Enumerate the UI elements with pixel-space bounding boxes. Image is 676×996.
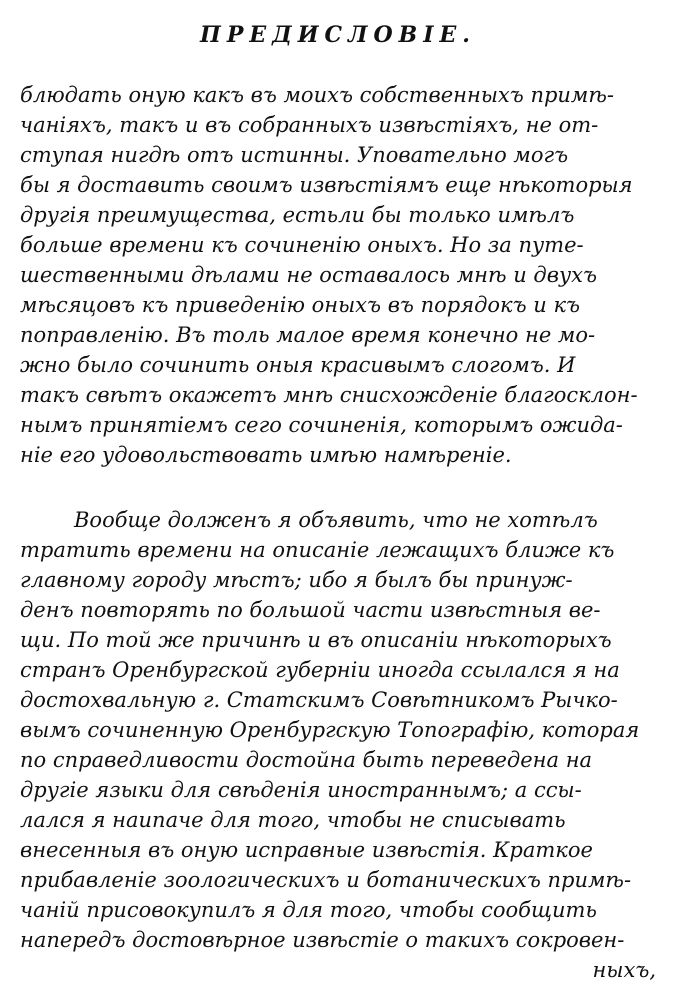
text-line: внесенныя въ оную исправные извѣстія. Краткое <box>20 838 593 862</box>
text-line: прибавленіе зоологическихъ и ботаническихъ примѣ- <box>20 868 632 892</box>
text-line: поправленію. Въ толь малое время конечно не мо- <box>20 323 596 347</box>
text-line: достохвальную г. Статскимъ Совѣтникомъ Рычко- <box>20 688 618 712</box>
text-line: нымъ принятіемъ сего сочиненія, которымъ ожида- <box>20 413 623 437</box>
text-line: больше времени къ сочиненію оныхъ. Но за путе- <box>20 233 584 257</box>
text-line: тратить времени на описаніе лежащихъ ближе къ <box>20 538 615 562</box>
text-line: щи. По той же причинѣ и въ описаніи нѣкоторыхъ <box>20 628 612 652</box>
text-line: бы я доставить своимъ извѣстіямъ еще нѣкоторыя <box>20 173 633 197</box>
text-line: ніе его удовольствовать имѣю намѣреніе. <box>20 443 512 467</box>
text-line: чаніяхъ, такъ и въ собранныхъ извѣстіяхъ, не от- <box>20 113 599 137</box>
text-line: другія преимущества, естьли бы только имѣлъ <box>20 203 575 227</box>
paragraph-1 <box>20 80 656 470</box>
page-heading: ПРЕДИСЛОВІЕ. <box>200 22 476 48</box>
text-line: такъ свѣтъ окажетъ мнѣ снисхожденіе благосклон- <box>20 383 638 407</box>
text-line: главному городу мѣстъ; ибо я былъ бы принуж- <box>20 568 573 592</box>
paragraph-2 <box>20 505 656 985</box>
text-line: чаній присовокупилъ я для того, чтобы сообщить <box>20 898 597 922</box>
text-line: денъ повторять по большой части извѣстныя ве- <box>20 598 601 622</box>
text-line: лался я наипаче для того, чтобы не списывать <box>20 808 566 832</box>
catchword: ныхъ, <box>592 958 656 982</box>
text-line: по справедливости достойна быть переведена на <box>20 748 593 772</box>
text-line: ступая нигдѣ отъ истинны. Уповательно могъ <box>20 143 569 167</box>
text-line: вымъ сочиненную Оренбургскую Топографію, которая <box>20 718 640 742</box>
text-line: мѣсяцовъ къ приведенію оныхъ въ порядокъ и къ <box>20 293 581 317</box>
text-line: напередъ достовѣрное извѣстіе о такихъ сокровен- <box>20 928 625 952</box>
text-line: блюдать оную какъ въ моихъ собственныхъ примѣ- <box>20 83 614 107</box>
text-line: жно было сочинить оныя красивымъ слогомъ. И <box>20 353 576 377</box>
text-line: странъ Оренбургской губерніи иногда ссылался я на <box>20 658 620 682</box>
text-line: шественными дѣлами не оставалось мнѣ и двухъ <box>20 263 597 287</box>
text-line: другіе языки для свѣденія иностраннымъ; а ссы- <box>20 778 582 802</box>
text-line: Вообще долженъ я объявить, что не хотѣлъ <box>74 508 598 532</box>
